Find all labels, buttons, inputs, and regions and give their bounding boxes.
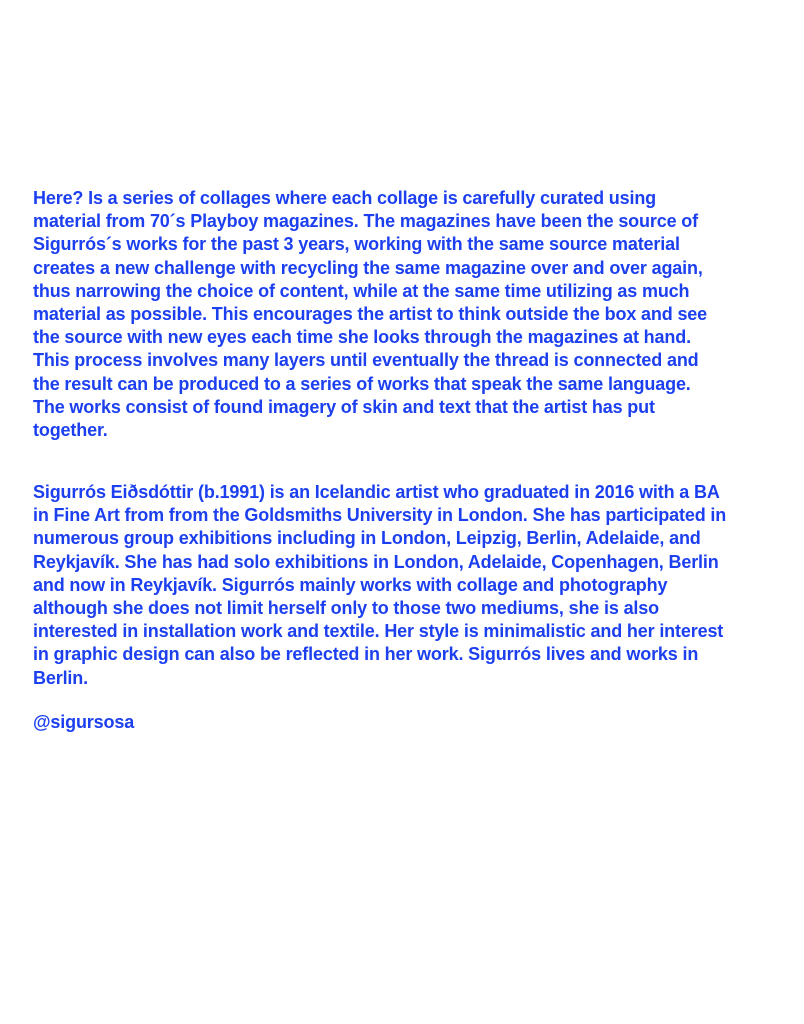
- social-handle: [33, 711, 783, 734]
- intro-line: material as possible. This encourages the artist to think outside the box and see: [33, 304, 708, 325]
- bio-line: and now in Reykjavík. Sigurrós mainly works with collage and photography: [33, 574, 668, 595]
- intro-line: together.: [33, 420, 108, 441]
- bio-line: Reykjavík. She has had solo exhibitions in London, Adelaide, Copenhagen, Berlin: [33, 551, 719, 572]
- intro-line: material from 70´s Playboy magazines. The magazines have been the source of: [33, 211, 698, 232]
- intro-line: the source with new eyes each time she looks through the magazines at hand.: [33, 327, 691, 348]
- bio-line: interested in installation work and textile. Her style is minimalistic and her interest: [33, 621, 724, 642]
- handle-text: @sigursosa: [33, 712, 135, 732]
- intro-line: Sigurrós´s works for the past 3 years, working with the same source material: [33, 234, 680, 255]
- bio-paragraph: [33, 481, 783, 690]
- intro-line: creates a new challenge with recycling the same magazine over and over again,: [33, 257, 703, 278]
- bio-line: although she does not limit herself only to those two mediums, she is also: [33, 598, 659, 619]
- intro-line: the result can be produced to a series of works that speak the same language.: [33, 373, 691, 394]
- intro-paragraph: [33, 187, 783, 442]
- bio-line: in graphic design can also be reflected in her work. Sigurrós lives and works in: [33, 644, 699, 665]
- bio-line: Sigurrós Eiðsdóttir (b.1991) is an Icelandic artist who graduated in 2016 with a BA: [33, 482, 720, 502]
- bio-line: numerous group exhibitions including in London, Leipzig, Berlin, Adelaide, and: [33, 528, 701, 549]
- bio-line: in Fine Art from from the Goldsmiths University in London. She has participated in: [33, 505, 727, 526]
- bio-line: Berlin.: [33, 667, 88, 688]
- intro-line: The works consist of found imagery of skin and text that the artist has put: [33, 396, 655, 417]
- intro-line: This process involves many layers until eventually the thread is connected and: [33, 350, 699, 371]
- intro-line: Here? Is a series of collages where each collage is carefully curated using: [33, 188, 657, 208]
- intro-line: thus narrowing the choice of content, while at the same time utilizing as much: [33, 280, 690, 301]
